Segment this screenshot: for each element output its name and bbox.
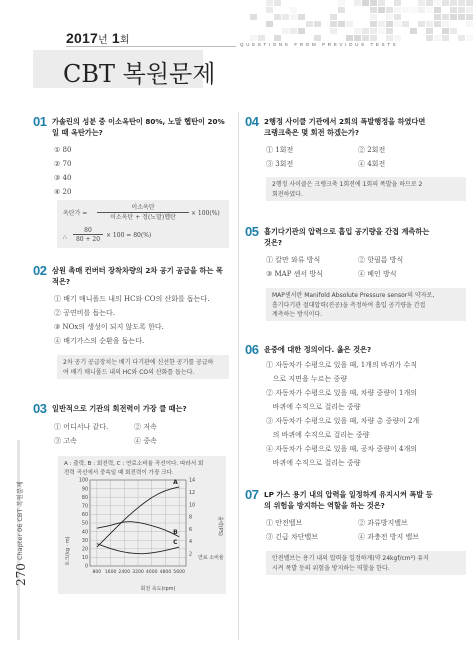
- option[interactable]: ③ 40: [54, 174, 72, 182]
- decorative-square: [434, 21, 441, 27]
- y-axis-label-right: 출력(PS): [217, 516, 223, 536]
- column-divider: [238, 112, 239, 640]
- decorative-square: [442, 14, 449, 20]
- decorative-square: [410, 28, 417, 34]
- solution-line: 회전하였다.: [272, 190, 303, 198]
- options: [54, 143, 71, 199]
- option[interactable]: ③ 고속: [54, 437, 77, 445]
- option[interactable]: ① 80: [54, 146, 72, 154]
- solution-box: [58, 456, 226, 594]
- solution-line: MAP센서란 Manifold Absolute Pressure sensor의 약자로,: [272, 292, 435, 299]
- option[interactable]: ② 자동차가 수평으로 있을 때, 차량 중량이 1개의: [266, 389, 417, 397]
- formula-tail: × 100(%): [191, 210, 220, 217]
- x-tick-label: 2400: [118, 570, 131, 575]
- decorative-square: [450, 0, 457, 6]
- question-text: 일반적으로 기관의 회전력이 가장 클 때는?: [52, 404, 187, 413]
- decorative-square: [466, 21, 473, 27]
- decorative-square: [442, 28, 449, 34]
- decorative-square: [378, 0, 385, 6]
- decorative-square: [290, 14, 297, 20]
- page-title: CBT 복원문제: [63, 60, 216, 88]
- options: [266, 143, 450, 171]
- option-continued: 바퀴에 수직으로 걸리는 중량: [266, 403, 361, 411]
- decorative-square: [362, 28, 369, 34]
- y-tick-label-left: 60: [81, 513, 88, 519]
- y-tick-label-right: 14: [189, 478, 196, 484]
- decorative-square: [386, 7, 393, 13]
- y-tick-label-left: 40: [81, 530, 88, 536]
- y-tick-label-left: 30: [81, 538, 88, 544]
- decorative-square: [418, 21, 425, 27]
- decorative-square: [314, 35, 321, 41]
- decorative-square: [418, 7, 425, 13]
- decorative-square: [426, 0, 433, 6]
- decorative-square: [426, 35, 433, 41]
- option[interactable]: ② 저속: [134, 423, 157, 431]
- question-text: 2행정 사이클 기관에서 2회의 폭발행정을 하였다면 크랭크축은 몇 회전 하겠는가?: [264, 117, 426, 137]
- formula-denominator: 이소옥탄 + 정(노말)헵탄: [110, 214, 176, 221]
- decorative-square: [370, 14, 377, 20]
- decorative-square: [330, 21, 337, 27]
- option[interactable]: ④ 20: [54, 188, 72, 196]
- decorative-square: [266, 0, 273, 6]
- decorative-square: [450, 28, 457, 34]
- decorative-square: [442, 35, 449, 41]
- decorative-square: [362, 0, 369, 6]
- exam-year-round: 2017년 1회: [66, 30, 130, 46]
- series-label-A: A: [173, 478, 178, 486]
- right-label-bottom: 연료 소비율: [198, 555, 224, 561]
- question-text: 윤중에 대한 정의이다. 옳은 것은?: [264, 345, 372, 354]
- decorative-square: [330, 28, 337, 34]
- y-tick-label-left: 50: [81, 521, 88, 527]
- option[interactable]: ④ 자동차가 수평으로 있을 때, 공차 중량이 4개의: [266, 445, 417, 453]
- decorative-square: [258, 35, 265, 41]
- options: [266, 358, 419, 470]
- decorative-square: [378, 7, 385, 13]
- option[interactable]: ② 2회전: [358, 146, 386, 154]
- decorative-square: [354, 28, 361, 34]
- solution-line: 2차 공기 공급장치는 배기 다기관에 신선한 공기를 공급하: [63, 359, 214, 366]
- decorative-square: [354, 0, 361, 6]
- header-subtitle: QUESTIONS FROM PREVIOUS TESTS: [240, 42, 399, 47]
- options: [266, 516, 458, 544]
- therefore-symbol: ∴: [63, 234, 67, 241]
- decorative-square: [394, 7, 401, 13]
- y-tick-label-right: 12: [189, 490, 196, 496]
- decorative-square: [386, 21, 393, 27]
- y-tick-label-left: 100: [78, 478, 88, 484]
- decorative-square: [466, 7, 473, 13]
- question-text: 삼원 촉매 컨버터 장착차량의 2차 공기 공급을 하는 목 적은?: [52, 266, 223, 286]
- decorative-square: [450, 14, 457, 20]
- y-tick-label-left: 20: [81, 547, 88, 553]
- x-axis-label: 회전 속도(rpm): [140, 586, 176, 592]
- question-number: 02: [33, 263, 47, 278]
- y-tick-label-right: 2: [189, 552, 193, 558]
- solution-line: 안전밸브는 용기 내의 압력을 일정하게(약 24kgf/cm²) 유지: [272, 555, 429, 562]
- decorative-square: [378, 28, 385, 34]
- x-tick-label: 4800: [159, 570, 172, 575]
- decorative-square: [370, 21, 377, 27]
- option[interactable]: ③ 긴급 차단밸브: [266, 533, 319, 541]
- question-number: 03: [33, 401, 47, 416]
- y-tick-label-left: 90: [81, 487, 88, 493]
- option[interactable]: ① 1회전: [266, 146, 294, 154]
- decorative-square: [394, 14, 401, 20]
- y-tick-label-left: 10: [81, 556, 88, 562]
- x-tick-label: 4000: [145, 570, 158, 575]
- decorative-square: [394, 21, 401, 27]
- formula-numerator: 이소옥탄: [131, 204, 155, 211]
- decorative-square: [426, 21, 433, 27]
- decorative-square: [458, 7, 465, 13]
- y-tick-label-right: 10: [189, 503, 196, 509]
- solution-line: 시켜 폭발 등의 위험을 방지하는 역할을 한다.: [272, 564, 390, 572]
- decorative-square: [410, 7, 417, 13]
- decorative-square: [386, 14, 393, 20]
- decorative-square: [330, 14, 337, 20]
- decorative-square: [266, 21, 273, 27]
- header-rule: [66, 46, 236, 47]
- decorative-square: [466, 0, 473, 6]
- option[interactable]: ① 안전밸브: [266, 519, 303, 527]
- options: [266, 253, 450, 281]
- option[interactable]: ① 자동차가 수평으로 있을 때, 1개의 바퀴가 수직: [266, 361, 417, 369]
- decorative-square: [250, 14, 257, 20]
- decorative-square: [442, 0, 449, 6]
- decorative-square: [370, 28, 377, 34]
- x-tick-label: 800: [92, 570, 102, 575]
- decorative-square: [346, 21, 353, 27]
- decorative-square: [370, 35, 377, 41]
- option[interactable]: ③ NOx의 생성이 되지 않도록 한다.: [54, 323, 164, 331]
- option[interactable]: ③ MAP 센서 방식: [266, 270, 323, 278]
- y-tick-label-right: 8: [189, 515, 193, 521]
- option-continued: 바퀴에 수직으로 걸리는 중량: [266, 459, 361, 467]
- decorative-square: [290, 28, 297, 34]
- decorative-square: [282, 14, 289, 20]
- decorative-square: [434, 7, 441, 13]
- performance-chart: [58, 456, 226, 594]
- decorative-square: [346, 35, 353, 41]
- option[interactable]: ④ 과충전 방지 밸브: [358, 533, 420, 541]
- option[interactable]: ④ 배기가스의 순환을 돕는다.: [54, 337, 145, 345]
- option[interactable]: ④ 4회전: [358, 160, 386, 168]
- decorative-square: [458, 35, 465, 41]
- question-number: 05: [245, 224, 259, 239]
- decorative-square: [282, 28, 289, 34]
- option-continued: 의 바퀴에 수직으로 걸리는 중량: [266, 431, 370, 439]
- option-continued: 으로 지면을 누르는 중량: [266, 375, 347, 383]
- option[interactable]: ② 공연비를 돕는다.: [54, 309, 116, 317]
- question-number: 06: [245, 342, 259, 357]
- decorative-pattern: [250, 0, 474, 46]
- decorative-square: [434, 14, 441, 20]
- decorative-square: [426, 28, 433, 34]
- decorative-square: [306, 21, 313, 27]
- decorative-square: [466, 14, 473, 20]
- decorative-square: [402, 21, 409, 27]
- solution-text: A : 출력, B : 회전력, C : 연료소비율 곡선이다. 따라서 회 전력 곡선에서 중속일 때 회전력이 가장 크다.: [64, 461, 204, 476]
- option[interactable]: ④ 베인 방식: [358, 270, 397, 278]
- solution-box: [266, 551, 466, 575]
- decorative-square: [386, 28, 393, 34]
- decorative-square: [370, 0, 377, 6]
- x-tick-label: 5600: [173, 570, 185, 575]
- solution-box: [57, 200, 229, 248]
- decorative-square: [450, 7, 457, 13]
- decorative-square: [290, 7, 297, 13]
- option[interactable]: ② 70: [54, 160, 72, 168]
- decorative-square: [298, 28, 305, 34]
- decorative-square: [418, 0, 425, 6]
- decorative-square: [314, 21, 321, 27]
- x-tick-label: 1600: [104, 570, 117, 575]
- decorative-square: [370, 7, 377, 13]
- y-tick-label-left: 70: [81, 504, 88, 510]
- page-number: 270: [14, 563, 28, 586]
- x-tick-label: 3200: [132, 570, 144, 575]
- decorative-square: [378, 21, 385, 27]
- question-number: 04: [245, 114, 259, 129]
- decorative-square: [338, 7, 345, 13]
- decorative-square: [298, 14, 305, 20]
- solution-line: 흡기다기관 절대압력(진공)을 측정하여 흡입 공기량을 간접: [272, 301, 426, 309]
- decorative-square: [274, 14, 281, 20]
- decorative-square: [434, 35, 441, 41]
- question-text: LP 가스 용기 내의 압력을 일정하게 유지시켜 폭발 등 의 위험을 방지하는 역할을 하는 것은?: [264, 490, 433, 510]
- series-label-B: B: [173, 528, 178, 536]
- formula-denominator-2: 80 + 20: [75, 236, 101, 243]
- decorative-square: [434, 0, 441, 6]
- solution-box: [266, 177, 466, 201]
- y-tick-label-left: 80: [81, 495, 88, 501]
- solution-box: [266, 288, 466, 321]
- decorative-square: [250, 35, 257, 41]
- option[interactable]: ① 배기 매니폴드 내의 HC와 CO의 산화를 돕는다.: [54, 295, 210, 303]
- option[interactable]: ④ 중속: [134, 437, 157, 445]
- options: [54, 420, 214, 448]
- decorative-square: [354, 35, 361, 41]
- question-number: 07: [245, 487, 259, 502]
- formula-lhs: 옥탄가 =: [63, 210, 88, 217]
- option[interactable]: ① 칼만 와류 방식: [266, 256, 321, 264]
- decorative-square: [386, 35, 393, 41]
- options: [54, 292, 210, 348]
- formula-numerator-2: 80: [84, 227, 92, 234]
- y-tick-label-left: 0: [84, 564, 88, 570]
- solution-box: [57, 355, 229, 379]
- decorative-square: [394, 35, 401, 41]
- page-header: [0, 0, 474, 92]
- y-axis-label-left: 토크(kg · m): [65, 536, 71, 566]
- decorative-square: [458, 14, 465, 20]
- decorative-square: [458, 0, 465, 6]
- decorative-square: [362, 35, 369, 41]
- decorative-square: [338, 0, 345, 6]
- question-text: 가솔린의 성분 중 이소옥탄이 80%, 노말 헵탄이 20% 일 때 옥탄가는?: [52, 117, 225, 137]
- decorative-square: [394, 0, 401, 6]
- y-tick-label-right: 4: [189, 540, 193, 546]
- option[interactable]: ① 어디서나 같다.: [54, 423, 109, 431]
- option[interactable]: ③ 3회전: [266, 160, 294, 168]
- decorative-square: [426, 7, 433, 13]
- decorative-square: [266, 7, 273, 13]
- formula-result: × 100 = 80(%): [106, 232, 152, 239]
- y-tick-label-right: 6: [189, 527, 193, 533]
- solution-line: 여 배기 매니폴드 내의 HC와 CO의 산화를 돕는다.: [63, 368, 195, 376]
- decorative-square: [402, 7, 409, 13]
- solution-line: 계측하는 방식이다.: [272, 311, 323, 318]
- decorative-square: [338, 21, 345, 27]
- option[interactable]: ② 핫필름 방식: [358, 256, 404, 264]
- decorative-square: [274, 35, 281, 41]
- series-label-C: C: [173, 539, 178, 547]
- solution-line: 2행정 사이클은 크랭크축 1회전에 1회의 폭발을 하므로 2: [272, 181, 423, 188]
- decorative-square: [274, 0, 281, 6]
- chapter-label: Chapter 06 CBT 복원문제: [16, 481, 24, 560]
- option[interactable]: ② 과류방지밸브: [358, 519, 408, 527]
- option[interactable]: ③ 자동차가 수평으로 있을 때, 차량 총 중량이 2개: [266, 417, 420, 425]
- decorative-square: [466, 35, 473, 41]
- decorative-square: [442, 21, 449, 27]
- question-text: 흡기다기관의 압력으로 흡입 공기량을 간접 계측하는 것은?: [264, 227, 430, 247]
- question-number: 01: [33, 114, 47, 129]
